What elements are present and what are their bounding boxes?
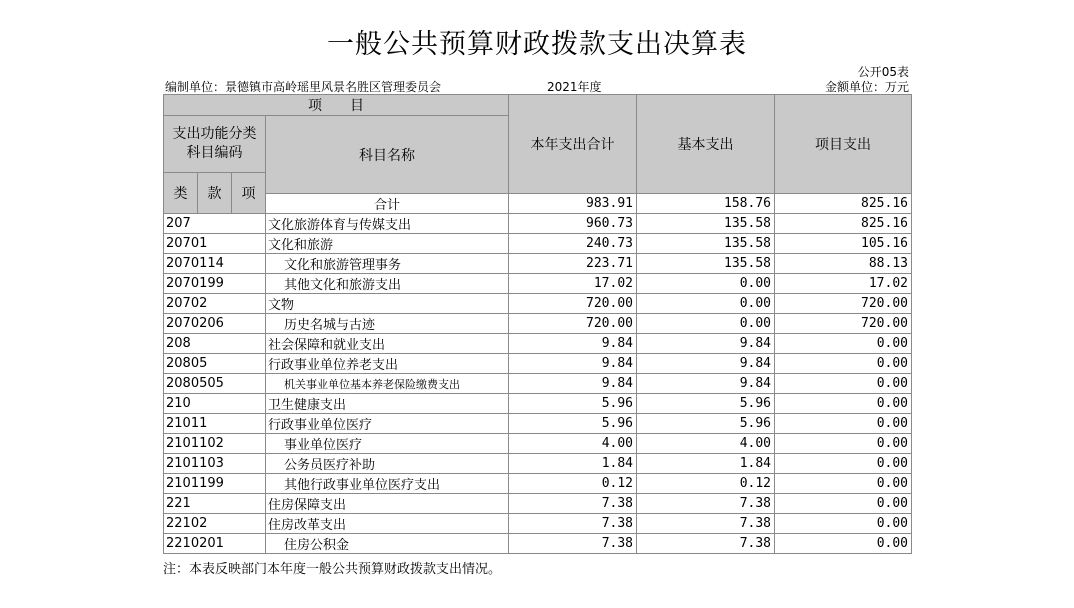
row-code: 2210201 <box>164 534 266 554</box>
table-row <box>164 494 912 514</box>
row-basic: 5.96 <box>637 394 775 414</box>
sum-label: 合计 <box>266 194 509 214</box>
row-project: 0.00 <box>775 474 912 494</box>
row-name: 住房公积金 <box>266 534 509 554</box>
row-code: 2070199 <box>164 274 266 294</box>
row-project: 17.02 <box>775 274 912 294</box>
table-row <box>164 354 912 374</box>
row-code: 2080505 <box>164 374 266 394</box>
table-row <box>164 234 912 254</box>
item-header: 项 目 <box>164 95 509 116</box>
table-row <box>164 394 912 414</box>
row-basic: 9.84 <box>637 334 775 354</box>
row-project: 0.00 <box>775 374 912 394</box>
row-code: 2101199 <box>164 474 266 494</box>
row-name: 住房改革支出 <box>266 514 509 534</box>
row-basic: 4.00 <box>637 434 775 454</box>
row-code: 221 <box>164 494 266 514</box>
row-project: 825.16 <box>775 214 912 234</box>
row-basic: 1.84 <box>637 454 775 474</box>
row-basic: 0.00 <box>637 314 775 334</box>
table-row <box>164 314 912 334</box>
table-row <box>164 214 912 234</box>
table-row <box>164 434 912 454</box>
row-total: 720.00 <box>509 314 637 334</box>
row-basic: 5.96 <box>637 414 775 434</box>
row-code: 2070206 <box>164 314 266 334</box>
row-total: 9.84 <box>509 334 637 354</box>
sum-project: 825.16 <box>775 194 912 214</box>
row-name: 社会保障和就业支出 <box>266 334 509 354</box>
row-code: 20702 <box>164 294 266 314</box>
currency-label: 金额单位：万元 <box>824 80 909 94</box>
table-row <box>164 374 912 394</box>
table-row <box>164 334 912 354</box>
row-project: 0.00 <box>775 494 912 514</box>
basic-header: 基本支出 <box>637 95 775 194</box>
subject-name-header: 科目名称 <box>266 116 509 194</box>
row-total: 9.84 <box>509 374 637 394</box>
row-basic: 7.38 <box>637 514 775 534</box>
row-code: 20701 <box>164 234 266 254</box>
row-project: 105.16 <box>775 234 912 254</box>
row-name: 机关事业单位基本养老保险缴费支出 <box>266 374 509 394</box>
row-name: 其他行政事业单位医疗支出 <box>266 474 509 494</box>
row-name: 文化和旅游管理事务 <box>266 254 509 274</box>
row-project: 0.00 <box>775 514 912 534</box>
row-project: 0.00 <box>775 434 912 454</box>
total-header: 本年支出合计 <box>509 95 637 194</box>
row-basic: 9.84 <box>637 374 775 394</box>
row-basic: 135.58 <box>637 254 775 274</box>
lei-header: 类 <box>164 173 198 214</box>
form-number-line <box>163 63 911 78</box>
row-name: 行政事业单位养老支出 <box>266 354 509 374</box>
footnote: 注：本表反映部门本年度一般公共预算财政拨款支出情况。 <box>163 562 502 577</box>
row-basic: 0.00 <box>637 294 775 314</box>
row-total: 240.73 <box>509 234 637 254</box>
kuan-header: 款 <box>198 173 232 214</box>
row-name: 事业单位医疗 <box>266 434 509 454</box>
report-title: 一般公共预算财政拨款支出决算表 <box>327 29 747 60</box>
row-name: 文物 <box>266 294 509 314</box>
row-total: 5.96 <box>509 394 637 414</box>
row-total: 960.73 <box>509 214 637 234</box>
budget-table <box>163 94 912 554</box>
unit-label: 编制单位：景德镇市高岭瑶里风景名胜区管理委员会 <box>165 80 442 94</box>
row-total: 17.02 <box>509 274 637 294</box>
func-code-header: 支出功能分类科目编码 <box>164 116 266 173</box>
row-total: 7.38 <box>509 534 637 554</box>
form-number: 公开05表 <box>857 65 909 79</box>
row-basic: 7.38 <box>637 494 775 514</box>
row-total: 7.38 <box>509 514 637 534</box>
report-sheet <box>163 27 911 577</box>
xiang-header: 项 <box>232 173 266 214</box>
table-row <box>164 454 912 474</box>
row-code: 20805 <box>164 354 266 374</box>
row-total: 9.84 <box>509 354 637 374</box>
project-header: 项目支出 <box>775 95 912 194</box>
row-basic: 0.12 <box>637 474 775 494</box>
row-basic: 9.84 <box>637 354 775 374</box>
row-project: 720.00 <box>775 314 912 334</box>
row-name: 历史名城与古迹 <box>266 314 509 334</box>
meta-line <box>163 78 911 94</box>
row-project: 0.00 <box>775 454 912 474</box>
row-name: 住房保障支出 <box>266 494 509 514</box>
row-name: 公务员医疗补助 <box>266 454 509 474</box>
row-total: 1.84 <box>509 454 637 474</box>
row-project: 0.00 <box>775 534 912 554</box>
row-name: 其他文化和旅游支出 <box>266 274 509 294</box>
row-code: 2070114 <box>164 254 266 274</box>
row-code: 22102 <box>164 514 266 534</box>
row-basic: 135.58 <box>637 214 775 234</box>
row-name: 文化和旅游 <box>266 234 509 254</box>
row-total: 223.71 <box>509 254 637 274</box>
sum-basic: 158.76 <box>637 194 775 214</box>
sum-total: 983.91 <box>509 194 637 214</box>
row-name: 卫生健康支出 <box>266 394 509 414</box>
row-code: 210 <box>164 394 266 414</box>
row-basic: 7.38 <box>637 534 775 554</box>
row-code: 2101102 <box>164 434 266 454</box>
row-total: 5.96 <box>509 414 637 434</box>
row-basic: 135.58 <box>637 234 775 254</box>
table-row <box>164 474 912 494</box>
row-code: 21011 <box>164 414 266 434</box>
row-code: 207 <box>164 214 266 234</box>
row-code: 208 <box>164 334 266 354</box>
year-label: 2021年度 <box>547 80 602 94</box>
row-project: 720.00 <box>775 294 912 314</box>
table-row <box>164 534 912 554</box>
row-code: 2101103 <box>164 454 266 474</box>
row-project: 88.13 <box>775 254 912 274</box>
row-basic: 0.00 <box>637 274 775 294</box>
table-row <box>164 514 912 534</box>
row-name: 文化旅游体育与传媒支出 <box>266 214 509 234</box>
row-project: 0.00 <box>775 334 912 354</box>
row-project: 0.00 <box>775 414 912 434</box>
row-total: 7.38 <box>509 494 637 514</box>
table-row <box>164 274 912 294</box>
table-row <box>164 294 912 314</box>
row-project: 0.00 <box>775 394 912 414</box>
table-row <box>164 414 912 434</box>
row-project: 0.00 <box>775 354 912 374</box>
row-name: 行政事业单位医疗 <box>266 414 509 434</box>
row-total: 4.00 <box>509 434 637 454</box>
row-total: 720.00 <box>509 294 637 314</box>
table-row <box>164 254 912 274</box>
row-total: 0.12 <box>509 474 637 494</box>
